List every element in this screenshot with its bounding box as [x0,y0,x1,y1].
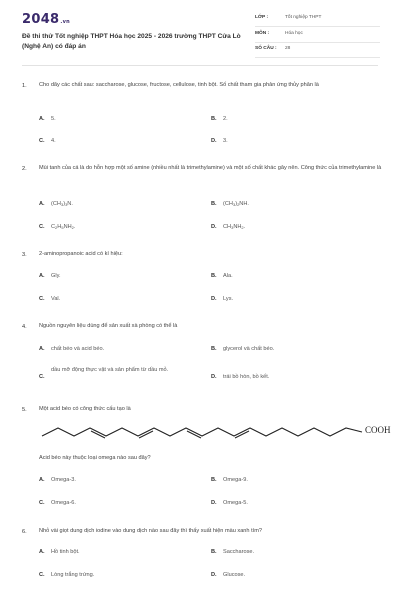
question-text: Cho dãy các chất sau: saccharose, glucose, fructose, cellulose, tinh bột. Số chất tham gia phản ứng thủy phân là [39,82,319,88]
meta-class-label: LỚP : [255,15,269,20]
option-a[interactable]: A. $(CH_3)_3N$. [39,201,73,207]
option-c[interactable]: C. Omega-6. [39,500,76,506]
question-text: Nhỏ vài giọt dung dịch iodine vào dung dịch nào sau đây thì thấy xuất hiện màu xanh tím? [39,528,262,534]
option-c[interactable]: C. 4. [39,138,56,144]
question-number: 6. [22,529,27,535]
meta-question-count [255,43,380,58]
question-number: 2. [22,166,27,172]
option-c[interactable]: C. $C_2H_5NH_2$. [39,224,76,230]
option-d[interactable]: D. trái bồ hòn, bồ kết. [211,374,270,380]
option-b[interactable]: B. Omega-9. [211,477,248,483]
question-text: Mùi tanh của cá là do hỗn hợp một số amine (nhiều nhất là trimethylamine) và một số chất khác gây nên. Công thức của trimethylamine là [39,165,382,171]
option-d[interactable]: D. Lys. [211,296,234,302]
option-a[interactable]: A. Hồ tinh bột. [39,549,80,555]
header-divider [22,65,378,66]
option-d-formula: $CH_3NH_2$. [223,224,246,230]
logo-suffix: .vn [60,19,71,25]
question-subtext: Acid béo này thuộc loại omega nào sau đây? [39,455,151,461]
option-b[interactable]: B. 2. [211,116,228,122]
option-a[interactable]: A. chất béo và acid béo. [39,346,105,352]
carbon-chain [42,428,362,436]
option-b[interactable]: B. Saccharose. [211,549,255,555]
exam-title: Đề thi thử Tốt nghiệp THPT Hóa học 2025 - 2026 trường THPT Cửa Lò (Nghệ An) có đáp án [22,33,241,50]
cooh-label: COOH [365,425,391,435]
option-c[interactable]: C.dầu mỡ động thực vật và sản phẩm từ dầu mỏ. [39,367,169,380]
question-number: 4. [22,324,27,330]
question-number: 1. [22,83,27,89]
option-c[interactable]: C. Lòng trắng trứng. [39,572,95,578]
option-c-formula: $C_2H_5NH_2$. [51,224,76,230]
option-b[interactable]: B. $(CH_3)_2NH$. [211,201,249,207]
question-text: Một acid béo có công thức cấu tạo là [39,406,131,412]
option-b[interactable]: B. glycerol và chất béo. [211,346,275,352]
option-b-formula: $(CH_3)_2NH$. [223,201,249,207]
option-c[interactable]: C. Val. [39,296,61,302]
logo-text: 2048 [22,12,60,27]
site-logo[interactable] [22,12,70,27]
meta-subject [255,28,380,43]
question-number: 3. [22,252,27,258]
question-text: 2-aminopropanoic acid có kí hiệu: [39,251,123,257]
question-text: Nguồn nguyên liệu dùng để sản xuất xà phòng có thể là [39,323,178,329]
option-a[interactable]: A. Omega-3. [39,477,76,483]
meta-subject-value: Hóa học [285,31,303,36]
page-header [0,0,400,64]
option-d[interactable]: D. Glucose. [211,572,246,578]
option-a-formula: $(CH_3)_3N$. [51,201,73,207]
option-d[interactable]: D. $CH_3NH_2$. [211,224,246,230]
question-number: 5. [22,407,27,413]
meta-subject-label: MÔN : [255,31,270,36]
meta-class-value: Tốt nghiệp THPT [285,15,322,20]
meta-count-value: 28 [285,46,291,51]
fatty-acid-structure [0,420,400,444]
meta-class [255,12,380,27]
option-a[interactable]: A. 5. [39,116,56,122]
option-a[interactable]: A. Gly. [39,273,61,279]
option-d[interactable]: D. Omega-5. [211,500,248,506]
option-d[interactable]: D. 3. [211,138,228,144]
meta-count-label: SỐ CÂU : [255,46,277,51]
option-b[interactable]: B. Ala. [211,273,233,279]
